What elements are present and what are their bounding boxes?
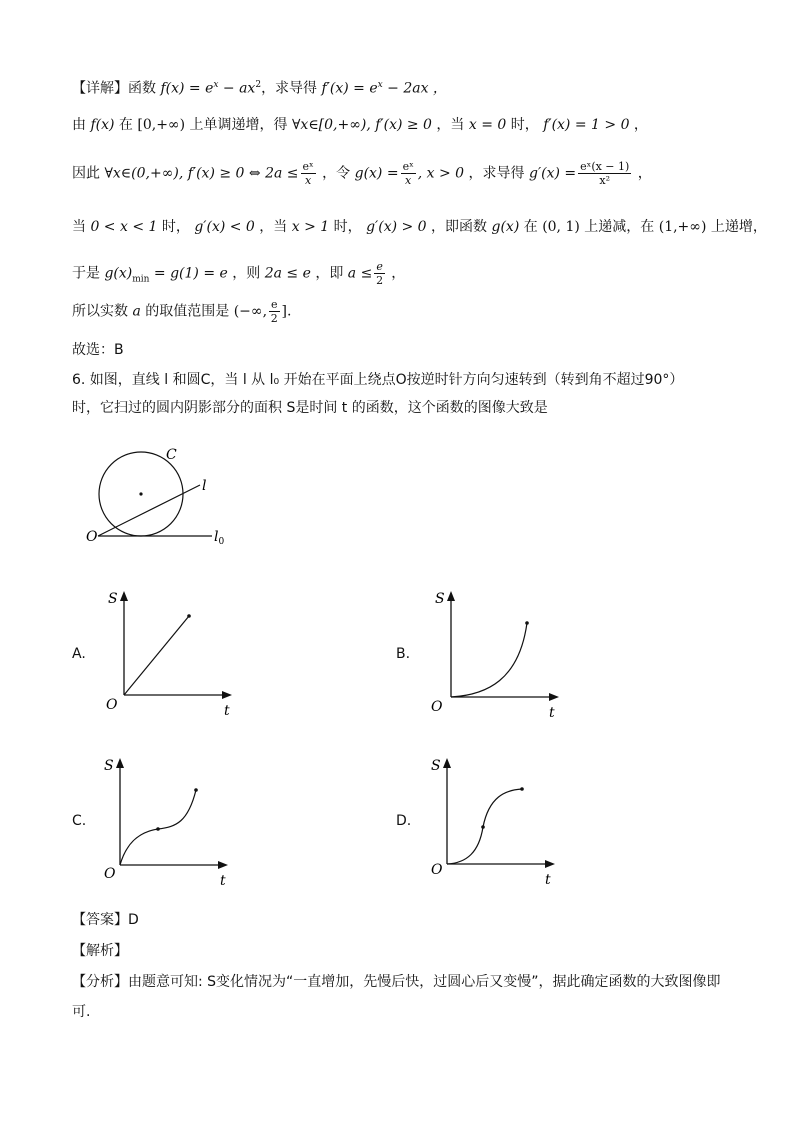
analysis-line-2: 可. [72,1004,91,1020]
fraction: $\frac{e}{2}$ [270,298,278,325]
curve [451,623,527,697]
tag-detail: 【详解】 [72,80,128,97]
graph-option-d[interactable] [427,752,567,887]
graph-option-b[interactable] [427,585,567,720]
axis-label-t: t [220,873,226,887]
tag-analyze: 【分析】 [72,974,128,990]
fraction: $\frac{\text{eˣ}}{x}$ [402,160,414,187]
curve-end-dot [520,787,524,791]
answer-value: D [128,912,139,928]
curve-end-dot [194,788,198,792]
x-axis-arrow [218,861,228,869]
graph-option-c[interactable] [100,752,240,887]
solution-line-2: 由 f(x) 在 [0,+∞) 上单调递增，得 ∀x∈[0,+∞), f′(x) ≥ 0 ，当 x = 0 时， f′(x) = 1 > 0 ， [72,117,648,133]
tag-answer: 【答案】 [72,912,128,928]
fraction: $\frac{\text{eˣ}}{x}$ [302,160,314,187]
curve-end-dot [187,614,191,618]
x-axis-arrow [545,860,555,868]
axis-label-s: S [104,758,114,774]
axis-label-t: t [545,872,551,887]
option-d-label[interactable]: D. [396,813,412,829]
solution-line-5: 于是 $g(x)_{min} = g(1) = e$ ，则 2a ≤ e ，即 a ≤ $\frac{e}{2}$ ， [72,260,406,287]
question-number: 6. [72,372,86,388]
question-text-line-2: 时，它扫过的圆内阴影部分的面积 S是时间 t 的函数，这个函数的图像大致是 [72,400,548,416]
axis-label-s: S [431,758,441,774]
solution-line-4: 当 0 < x < 1 时， g′(x) < 0 ，当 x > 1 时， g′(x) > 0 ，即函数 g(x) 在 (0, 1) 上递减，在 (1,+∞) 上递增， [72,219,767,235]
axis-label-o: O [106,697,118,713]
x-axis-arrow [222,691,232,699]
circle-center-dot [139,492,142,495]
option-b-label[interactable]: B. [396,646,411,662]
y-axis-arrow [116,758,124,768]
curve [124,616,189,695]
option-c-label[interactable]: C. [72,813,87,829]
curve-mid-dot [481,825,485,829]
line-l [98,485,200,536]
analysis-tag: 【解析】 [72,943,128,959]
circle-figure [80,440,240,555]
axis-label-s: S [435,591,445,607]
y-axis-arrow [443,758,451,768]
axis-label-o: O [104,866,116,882]
fraction: $\frac{\text{eˣ(x − 1)}}{\text{x²}}$ [580,160,630,187]
solution-line-6: 所以实数 a 的取值范围是 (−∞, $\frac{e}{2}$ ]. [72,298,292,325]
axis-label-o: O [431,862,443,878]
solution-line-3: 因此 ∀x∈(0,+∞), f′(x) ≥ 0 ⇔ 2a ≤ $\frac{\text{eˣ}}{x}$ ，令 g(x) = $\frac{\text{eˣ}}{x}$ , x > 0 ，求导得 g′(x) = $\frac{\text{eˣ(x − 1)}}{\text{x²}}$ ， [72,160,652,187]
curve-end-dot [525,621,529,625]
label-o: O [86,529,98,545]
answer-choice-line: 故选：B [72,342,124,358]
label-l0: $l_0$ [214,529,225,547]
label-l: l [202,478,207,494]
axis-label-t: t [549,705,555,720]
curve-mid-dot [156,827,160,831]
graph-option-a[interactable] [100,585,240,720]
y-axis-arrow [447,591,455,601]
axis-label-t: t [224,703,230,719]
analysis-line-1: 【分析】由题意可知: S变化情况为“一直增加，先慢后快，过圆心后又变慢”，据此确定函数的大致图像即 [72,974,721,990]
label-c: C [166,447,177,463]
answer-line [72,910,139,930]
y-axis-arrow [120,591,128,601]
x-axis-arrow [549,693,559,701]
option-a-label[interactable]: A. [72,646,86,662]
axis-label-o: O [431,699,443,715]
fraction: $\frac{e}{2}$ [376,260,384,287]
axis-label-s: S [108,591,118,607]
question-text-line-1: 6. 如图，直线 l 和圆C，当 l 从 l₀ 开始在平面上绕点O按逆时针方向匀速转到（转到角不超过90°） [72,372,684,388]
solution-line-1: 【详解】函数 $f(x) = e^x - ax^2$，求导得 $f'(x) = e^x - 2ax$ ， [72,80,447,97]
